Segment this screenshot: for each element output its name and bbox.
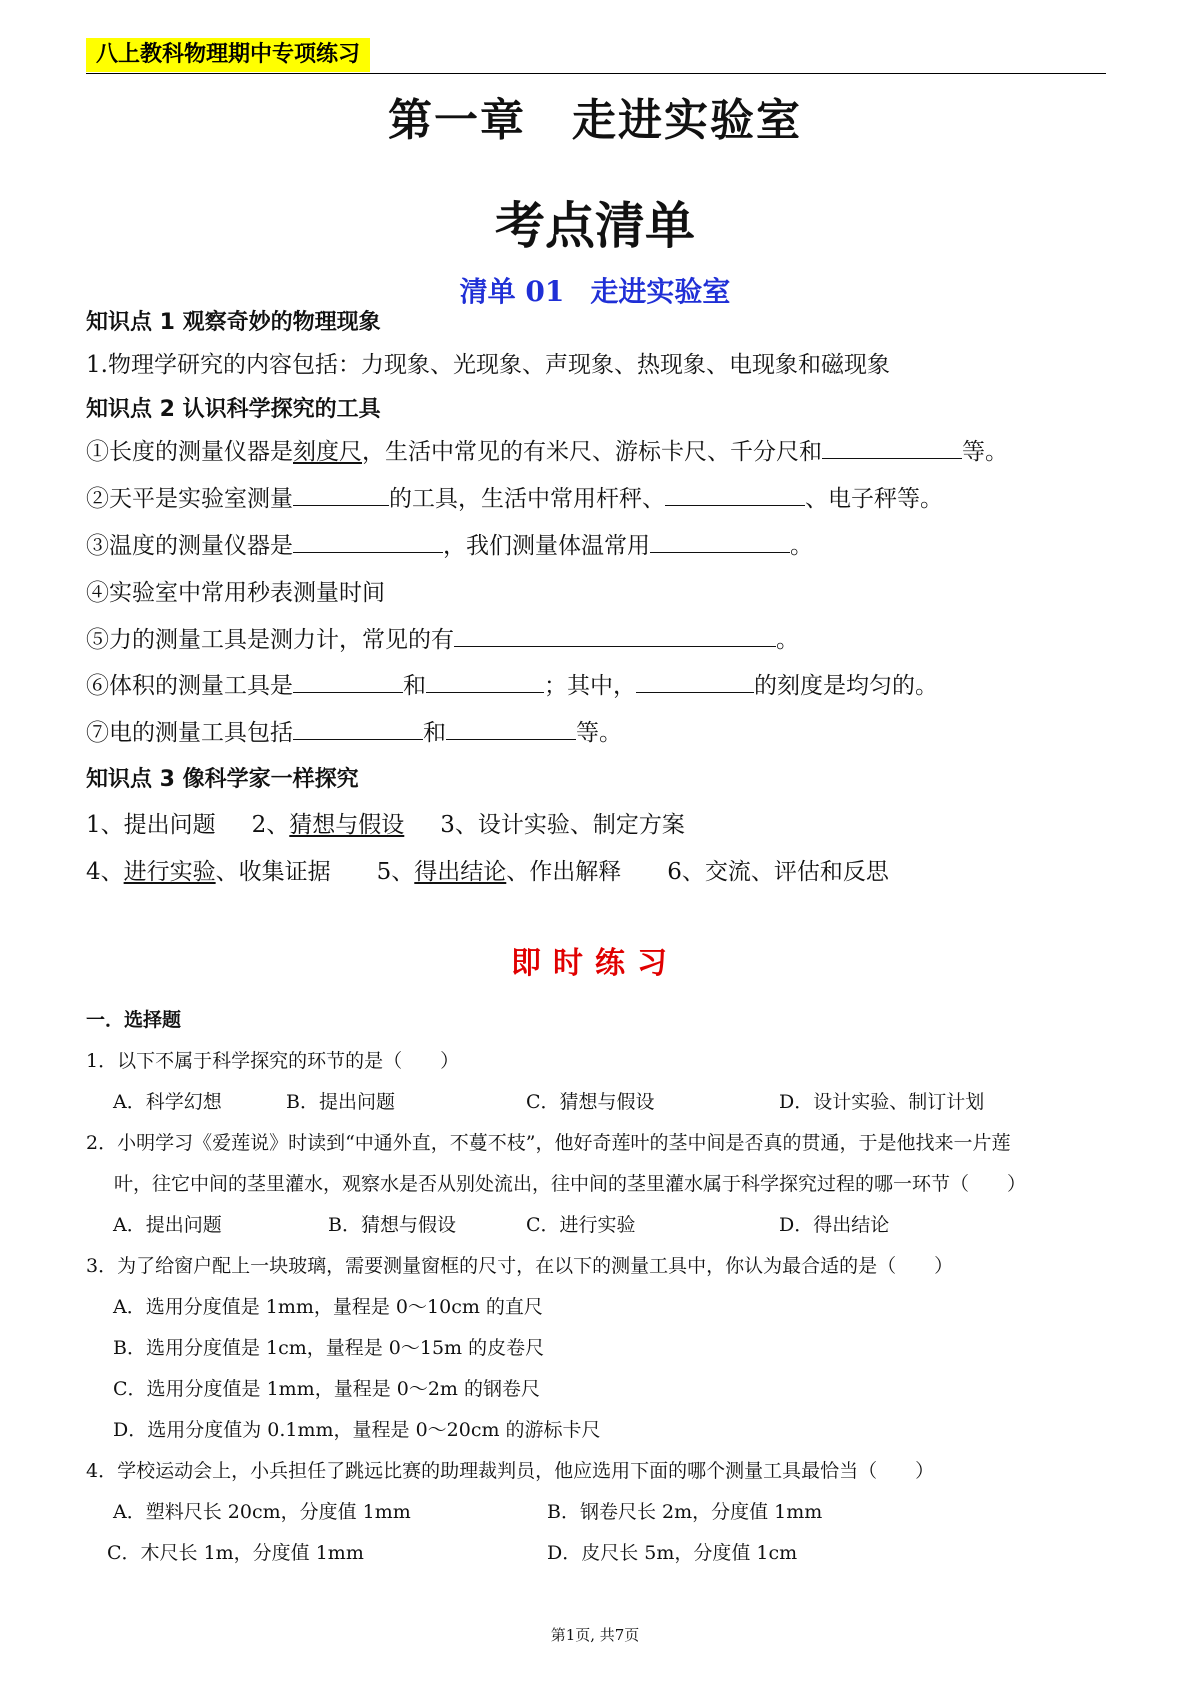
q2-option-c[interactable]: C．进行实验: [526, 1214, 636, 1236]
step: 2、: [251, 812, 290, 838]
list01-name: 走进实验室: [590, 275, 731, 308]
q1-option-b[interactable]: B．提出问题: [286, 1091, 395, 1113]
answer-blank[interactable]: [293, 721, 423, 740]
answer-blank[interactable]: [293, 534, 443, 553]
kp2-title: 知识点 2 认识科学探究的工具: [86, 397, 381, 422]
checklist-title: 考点清单: [495, 196, 695, 255]
q4-stem: 4．学校运动会上，小兵担任了跳远比赛的助理裁判员，他应选用下面的哪个测量工具最恰当（ ）: [86, 1460, 935, 1482]
text: 的工具，生活中常用杆秤、: [389, 486, 665, 512]
section-choice-title: 一．选择题: [86, 1009, 182, 1031]
answer-blank[interactable]: [822, 440, 962, 459]
answer-blank[interactable]: [454, 628, 776, 647]
text: ⑦电的测量工具包括: [86, 720, 293, 746]
q2-option-b[interactable]: B．猜想与假设: [328, 1214, 456, 1236]
kp2-line5: [86, 621, 799, 654]
q4-option-b[interactable]: B．钢卷尺长 2m，分度值 1mm: [547, 1501, 823, 1523]
step: 6、交流、评估和反思: [667, 859, 889, 885]
answer-blank[interactable]: [293, 487, 389, 506]
text: 和: [403, 673, 426, 699]
step: 3、设计实验、制定方案: [440, 812, 685, 838]
q4-option-a[interactable]: A．塑料尺长 20cm，分度值 1mm: [113, 1501, 411, 1523]
q2-option-d[interactable]: D．得出结论: [779, 1214, 890, 1236]
text: 。: [790, 533, 813, 559]
chapter-number: 第一章: [388, 95, 526, 146]
q1-option-d[interactable]: D．设计实验、制订计划: [779, 1091, 985, 1113]
chapter-name: 走进实验室: [572, 95, 802, 146]
step: 、收集证据: [215, 859, 331, 885]
text: ，生活中常见的有米尺、游标卡尺、千分尺和: [362, 439, 822, 465]
text: 和: [423, 720, 446, 746]
kp1-line1: 1.物理学研究的内容包括：力现象、光现象、声现象、热现象、电现象和磁现象: [86, 352, 890, 378]
text: 、电子秤等。: [805, 486, 943, 512]
kp3-title: 知识点 3 像科学家一样探究: [86, 767, 359, 792]
text: ⑥体积的测量工具是: [86, 673, 293, 699]
text: ①长度的测量仪器是: [86, 439, 293, 465]
text: 。: [776, 627, 799, 653]
header-tag: 八上教科物理期中专项练习: [86, 38, 370, 72]
answer-blank[interactable]: [665, 487, 805, 506]
page-footer: 第1页, 共7页: [550, 1626, 640, 1644]
text: 等。: [576, 720, 622, 746]
kp3-steps-row2: [86, 853, 889, 886]
q1-option-c[interactable]: C．猜想与假设: [526, 1091, 655, 1113]
kp2-line4: ④实验室中常用秒表测量时间: [86, 580, 385, 606]
answer-blank[interactable]: [293, 674, 403, 693]
q3-option-b[interactable]: B．选用分度值是 1cm，量程是 0～15m 的皮卷尺: [113, 1337, 545, 1359]
practice-title: 即时练习: [511, 946, 679, 981]
q3-option-d[interactable]: D．选用分度值为 0.1mm，量程是 0～20cm 的游标卡尺: [113, 1419, 601, 1441]
q1-stem: 1．以下不属于科学探究的环节的是（ ）: [86, 1050, 460, 1072]
text: ③温度的测量仪器是: [86, 533, 293, 559]
step-underlined: 得出结论: [414, 859, 507, 885]
step: 4、: [86, 859, 124, 885]
kp2-line1: [86, 433, 1008, 466]
step: 5、: [376, 859, 415, 885]
kp2-line6: [86, 667, 938, 700]
text: ，我们测量体温常用: [443, 533, 650, 559]
answer-blank[interactable]: [650, 534, 790, 553]
answer-blank[interactable]: [446, 721, 576, 740]
q3-stem: 3．为了给窗户配上一块玻璃，需要测量窗框的尺寸，在以下的测量工具中，你认为最合适的是（ ）: [86, 1255, 954, 1277]
text: ⑤力的测量工具是测力计，常见的有: [86, 627, 454, 653]
q2-stem-line2: 叶，往它中间的茎里灌水，观察水是否从别处流出，往中间的茎里灌水属于科学探究过程的哪一环节（ ）: [114, 1173, 1027, 1195]
q2-stem-line1: 2．小明学习《爱莲说》时读到“中通外直，不蔓不枝”，他好奇莲叶的茎中间是否真的贯通，于是他找来一片莲: [86, 1132, 1011, 1154]
q4-option-c[interactable]: C．木尺长 1m，分度值 1mm: [107, 1542, 364, 1564]
kp2-line3: [86, 527, 813, 560]
q2-option-a[interactable]: A．提出问题: [113, 1214, 222, 1236]
text: ②天平是实验室测量: [86, 486, 293, 512]
q4-option-d[interactable]: D．皮尺长 5m，分度值 1cm: [547, 1542, 798, 1564]
list01-title: [0, 270, 1190, 310]
answer-blank[interactable]: [636, 674, 754, 693]
chapter-title: [0, 84, 1190, 148]
q3-option-a[interactable]: A．选用分度值是 1mm，量程是 0～10cm 的直尺: [113, 1296, 543, 1318]
q3-option-c[interactable]: C．选用分度值是 1mm，量程是 0～2m 的钢卷尺: [113, 1378, 540, 1400]
kp3-steps-row1: [86, 806, 685, 839]
step: 、作出解释: [506, 859, 622, 885]
list01-label: 清单 01: [459, 275, 565, 308]
text: 等。: [962, 439, 1008, 465]
step-underlined: 猜想与假设: [289, 812, 405, 838]
q1-option-a[interactable]: A．科学幻想: [113, 1091, 222, 1113]
kp2-line7: [86, 714, 622, 747]
kp1-title: 知识点 1 观察奇妙的物理现象: [86, 310, 381, 335]
kp2-line2: [86, 480, 943, 513]
step-underlined: 进行实验: [123, 859, 216, 885]
answer-blank[interactable]: [426, 674, 544, 693]
text: ；其中，: [544, 673, 636, 699]
text: 的刻度是均匀的。: [754, 673, 938, 699]
step: 1、提出问题: [86, 812, 216, 838]
underlined-answer: 刻度尺: [293, 439, 362, 465]
header-rule: [86, 73, 1106, 74]
